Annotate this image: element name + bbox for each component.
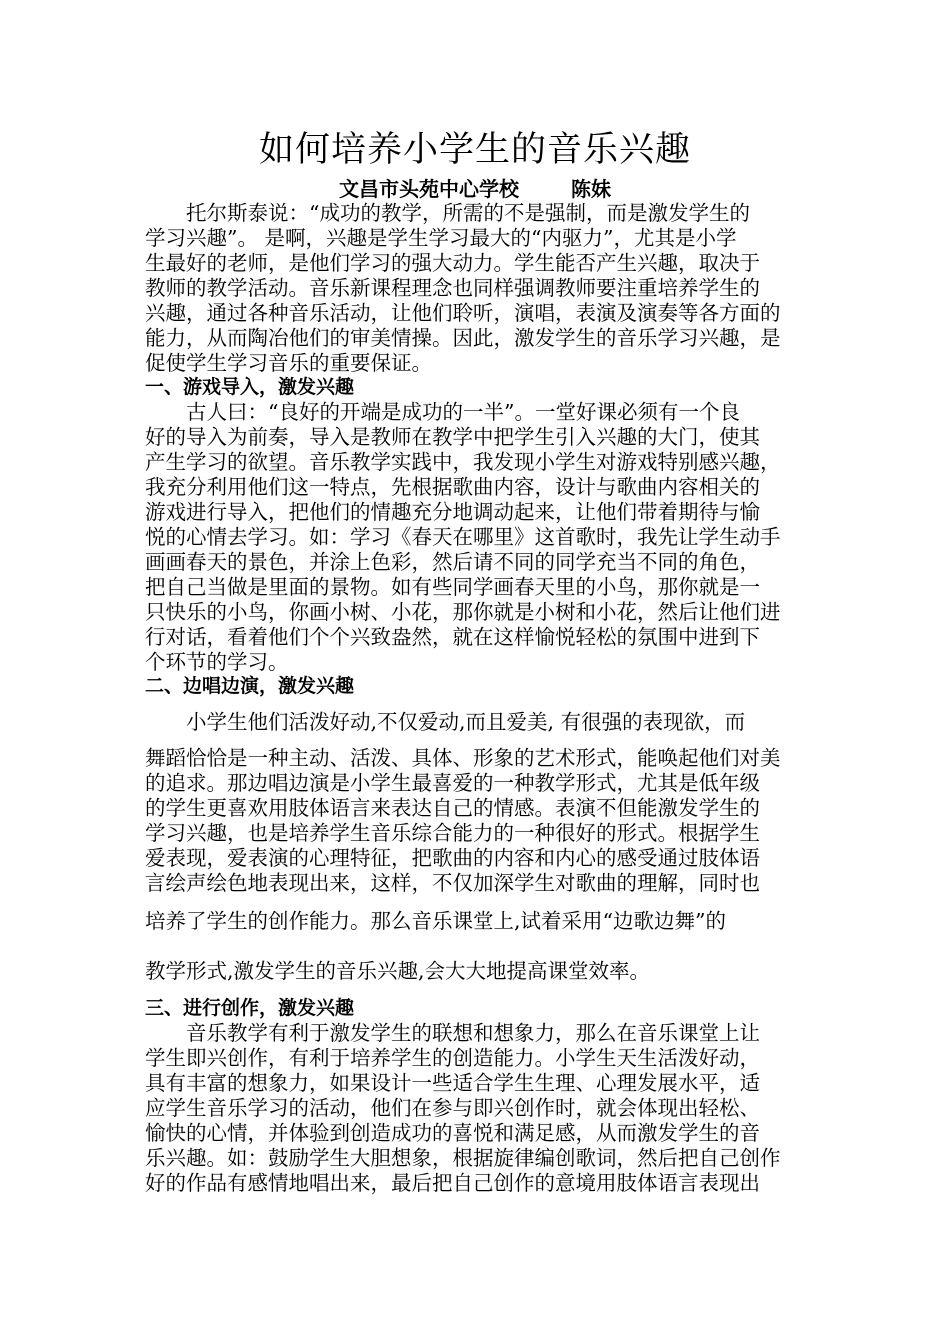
author-line <box>0 176 950 202</box>
page-title: 如何培养小学生的音乐兴趣 <box>258 130 691 170</box>
section1-line: 画画春天的景色，并涂上色彩，然后请不同的同学充当不同的角色， <box>145 550 760 574</box>
section2-line: 的学生更喜欢用肢体语言来表达自己的情感。表演不但能激发学生的 <box>145 796 760 820</box>
section3-line: 好的作品有感情地唱出来，最后把自己创作的意境用肢体语言表现出 <box>145 1171 760 1195</box>
section2-line: 爱表现，爱表演的心理特征，把歌曲的内容和内心的感受通过肢体语 <box>145 846 760 870</box>
intro-line: 兴趣，通过各种音乐活动，让他们聆听，演唱，表演及演奏等各方面的 <box>145 301 781 325</box>
section3-line: 乐兴趣。如：鼓励学生大胆想象，根据旋律编创歌词，然后把自己创作 <box>145 1146 781 1170</box>
section-heading: 一、游戏导入，激发兴趣 <box>145 376 355 398</box>
intro-line: 学习兴趣”。 是啊，兴趣是学生学习最大的“内驱力”，尤其是小学 <box>145 226 737 250</box>
section1-line: 好的导入为前奏，导入是教师在教学中把学生引入兴趣的大门，使其 <box>145 425 760 449</box>
intro-line: 促使学生学习音乐的重要保证。 <box>145 351 432 375</box>
section2-line: 小学生他们活泼好动,不仅爱动,而且爱美, 有很强的表现欲，而 <box>145 710 746 734</box>
intro-line: 托尔斯泰说：“成功的教学，所需的不是强制，而是激发学生的 <box>145 201 750 225</box>
section1-line: 游戏进行导入，把他们的情趣充分地调动起来，让他们带着期待与愉 <box>145 500 760 524</box>
section2-line: 舞蹈恰恰是一种主动、活泼、具体、形象的艺术形式，能唤起他们对美 <box>145 746 781 770</box>
section3-line: 学生即兴创作，有利于培养学生的创造能力。小学生天生活泼好动， <box>145 1046 760 1070</box>
section1-line: 个环节的学习。 <box>145 650 289 674</box>
section1-line: 只快乐的小鸟，你画小树、小花，那你就是小树和小花，然后让他们进 <box>145 600 781 624</box>
section1-line: 我充分利用他们这一特点，先根据歌曲内容，设计与歌曲内容相关的 <box>145 475 760 499</box>
intro-line: 能力，从而陶冶他们的审美情操。因此，激发学生的音乐学习兴趣，是 <box>145 326 781 350</box>
section1-line: 悦的心情去学习。如：学习《春天在哪里》这首歌时，我先让学生动手 <box>145 525 781 549</box>
section-heading: 二、边唱边演，激发兴趣 <box>145 675 355 697</box>
section1-line: 行对话，看着他们个个兴致盎然，就在这样愉悦轻松的氛围中进到下 <box>145 625 760 649</box>
intro-line: 教师的教学活动。音乐新课程理念也同样强调教师要注重培养学生的 <box>145 276 760 300</box>
section3-line: 应学生音乐学习的活动，他们在参与即兴创作时，就会体现出轻松、 <box>145 1096 760 1120</box>
section1-line: 产生学习的欲望。音乐教学实践中，我发现小学生对游戏特别感兴趣， <box>145 450 781 474</box>
intro-line: 生最好的老师，是他们学习的强大动力。学生能否产生兴趣，取决于 <box>145 251 760 275</box>
section-heading: 三、进行创作，激发兴趣 <box>145 997 355 1019</box>
section1-line: 把自己当做是里面的景物。如有些同学画春天里的小鸟，那你就是一 <box>145 575 760 599</box>
author-name: 陈妹 <box>571 177 611 201</box>
section2-line: 培养了学生的创作能力。那么音乐课堂上,试着采用“边歌边舞”的 <box>145 909 726 933</box>
section3-line: 愉快的心情，并体验到创造成功的喜悦和满足感，从而激发学生的音 <box>145 1121 760 1145</box>
section2-line: 言绘声绘色地表现出来，这样，不仅加深学生对歌曲的理解，同时也 <box>145 871 760 895</box>
section2-line: 教学形式,激发学生的音乐兴趣,会大大地提高课堂效率。 <box>145 959 651 983</box>
school-name: 文昌市头苑中心学校 <box>339 177 519 201</box>
section3-line: 具有丰富的想象力，如果设计一些适合学生生理、心理发展水平，适 <box>145 1071 760 1095</box>
section3-line: 音乐教学有利于激发学生的联想和想象力，那么在音乐课堂上让 <box>145 1021 760 1045</box>
section2-line: 学习兴趣，也是培养学生音乐综合能力的一种很好的形式。根据学生 <box>145 821 760 845</box>
section1-line: 古人曰：“良好的开端是成功的一半”。一堂好课必须有一个良 <box>145 400 740 424</box>
section2-line: 的追求。那边唱边演是小学生最喜爱的一种教学形式，尤其是低年级 <box>145 771 760 795</box>
